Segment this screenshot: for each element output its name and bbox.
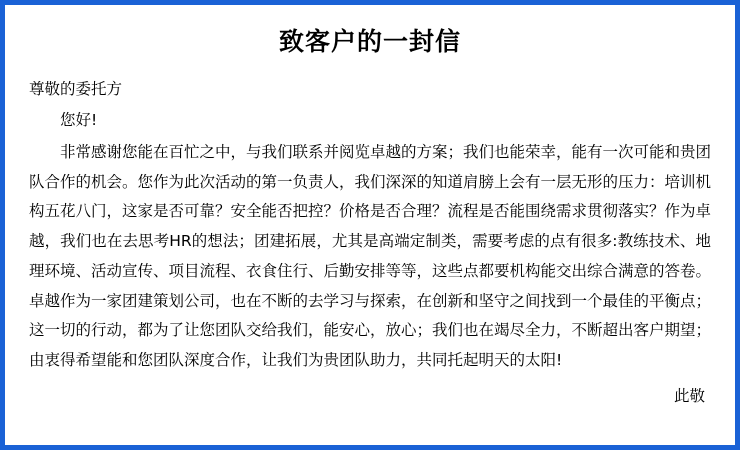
greeting-line: 您好!	[60, 111, 98, 130]
closing-line: 此敬	[673, 386, 705, 405]
letter-body-paragraph: 非常感谢您能在百忙之中，与我们联系并阅览卓越的方案；我们也能荣幸，能有一次可能和贵团队合作的机会。您作为此次活动的第一负责人，我们深深的知道肩膀上会有一层无形的压力：培训机构五花八门，这家是否可靠？安全能否把控？价格是否合理？流程是否能围绕需求贯彻落实？作为卓越，我们也在去思考HR的想法；团建拓展，尤其是高端定制类，需要考虑的点有很多:教练技术、地理环境、活动宣传、项目流程、衣食住行、后勤安排等等，这些点都要机构能交出综合满意的答卷。卓越作为一家团建策划公司，也在不断的去学习与探索，在创新和坚守之间找到一个最佳的平衡点；这一切的行动，都为了让您团队交给我们，能安心，放心；我们也在竭尽全力，不断超出客户期望；由衷得希望能和您团队深度合作，让我们为贵团队助力，共同托起明天的太阳!	[29, 142, 712, 370]
page-title: 致客户的一封信	[278, 27, 461, 56]
salutation-line: 尊敬的委托方	[29, 80, 123, 98]
